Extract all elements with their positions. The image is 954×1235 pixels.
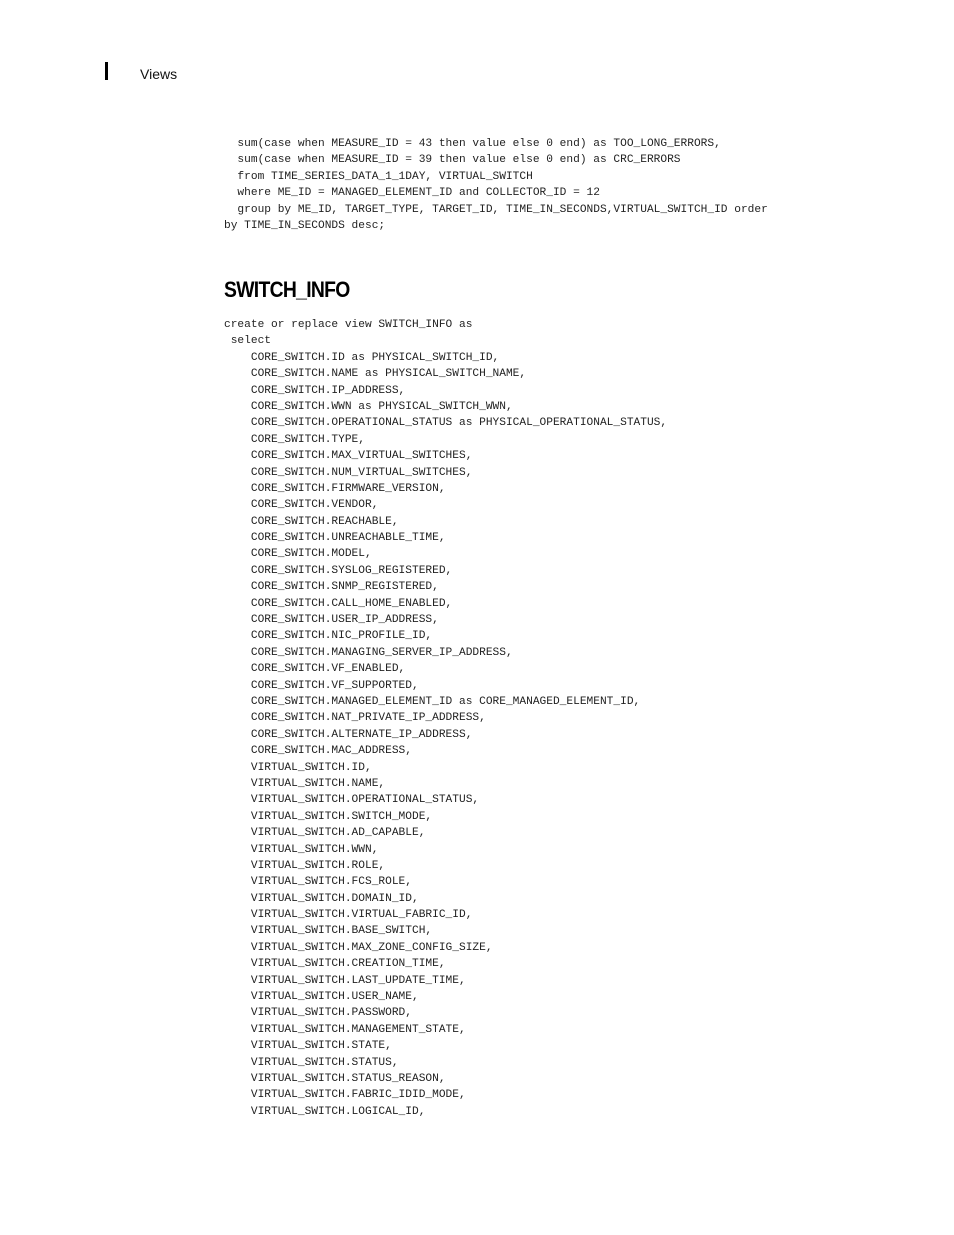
code-line: CORE_SWITCH.FIRMWARE_VERSION, bbox=[224, 482, 446, 495]
code-line: CORE_SWITCH.SYSLOG_REGISTERED, bbox=[224, 564, 453, 577]
code-line: select bbox=[224, 335, 271, 348]
code-line: VIRTUAL_SWITCH.VIRTUAL_FABRIC_ID, bbox=[224, 909, 473, 922]
code-line: create or replace view SWITCH_INFO as bbox=[224, 319, 473, 331]
code-line: by TIME_IN_SECONDS desc; bbox=[224, 219, 386, 232]
code-line: sum(case when MEASURE_ID = 43 then value else 0 end) as TOO_LONG_ERRORS, bbox=[224, 138, 721, 150]
code-line: CORE_SWITCH.MANAGED_ELEMENT_ID as CORE_MANAGED_ELEMENT_ID, bbox=[224, 695, 641, 708]
code-line: VIRTUAL_SWITCH.STATUS, bbox=[224, 1056, 399, 1069]
code-line: VIRTUAL_SWITCH.BASE_SWITCH, bbox=[224, 925, 433, 938]
code-line: CORE_SWITCH.OPERATIONAL_STATUS as PHYSICAL_OPERATIONAL_STATUS, bbox=[224, 417, 668, 430]
code-line: VIRTUAL_SWITCH.MAX_ZONE_CONFIG_SIZE, bbox=[224, 941, 493, 954]
code-line: where ME_ID = MANAGED_ELEMENT_ID and COLLECTOR_ID = 12 bbox=[224, 187, 600, 200]
code-line: CORE_SWITCH.SNMP_REGISTERED, bbox=[224, 581, 439, 594]
code-line: VIRTUAL_SWITCH.FCS_ROLE, bbox=[224, 876, 412, 889]
code-line: CORE_SWITCH.NAT_PRIVATE_IP_ADDRESS, bbox=[224, 712, 486, 725]
code-line: CORE_SWITCH.CALL_HOME_ENABLED, bbox=[224, 597, 453, 610]
code-line: CORE_SWITCH.ALTERNATE_IP_ADDRESS, bbox=[224, 728, 473, 741]
running-header: Views bbox=[140, 66, 178, 82]
code-line: VIRTUAL_SWITCH.CREATION_TIME, bbox=[224, 958, 446, 971]
code-line: CORE_SWITCH.USER_IP_ADDRESS, bbox=[224, 614, 439, 627]
code-line: CORE_SWITCH.MAX_VIRTUAL_SWITCHES, bbox=[224, 450, 473, 463]
code-line: CORE_SWITCH.MAC_ADDRESS, bbox=[224, 745, 412, 758]
code-line: from TIME_SERIES_DATA_1_1DAY, VIRTUAL_SWITCH bbox=[224, 170, 533, 183]
code-line: CORE_SWITCH.NUM_VIRTUAL_SWITCHES, bbox=[224, 466, 473, 479]
code-line: VIRTUAL_SWITCH.USER_NAME, bbox=[224, 991, 419, 1004]
code-line: CORE_SWITCH.ID as PHYSICAL_SWITCH_ID, bbox=[224, 351, 500, 364]
section-heading: SWITCH_INFO bbox=[224, 277, 350, 302]
chapter-marker-bar bbox=[105, 62, 108, 80]
sql-code-block-switch-info bbox=[224, 317, 667, 1120]
code-line: VIRTUAL_SWITCH.ROLE, bbox=[224, 859, 386, 872]
code-line: VIRTUAL_SWITCH.NAME, bbox=[224, 777, 386, 790]
sql-code-block-continuation bbox=[224, 136, 768, 234]
code-line: CORE_SWITCH.VENDOR, bbox=[224, 499, 379, 512]
code-line: CORE_SWITCH.NAME as PHYSICAL_SWITCH_NAME, bbox=[224, 368, 527, 381]
code-line: CORE_SWITCH.MODEL, bbox=[224, 548, 372, 561]
code-line: VIRTUAL_SWITCH.SWITCH_MODE, bbox=[224, 810, 433, 823]
code-line: CORE_SWITCH.TYPE, bbox=[224, 433, 365, 446]
code-line: VIRTUAL_SWITCH.STATUS_REASON, bbox=[224, 1072, 446, 1085]
code-line: CORE_SWITCH.UNREACHABLE_TIME, bbox=[224, 532, 446, 545]
code-line: VIRTUAL_SWITCH.FABRIC_IDID_MODE, bbox=[224, 1089, 466, 1102]
code-line: VIRTUAL_SWITCH.ID, bbox=[224, 761, 372, 774]
code-line: VIRTUAL_SWITCH.PASSWORD, bbox=[224, 1007, 412, 1020]
code-line: VIRTUAL_SWITCH.WWN, bbox=[224, 843, 379, 856]
code-line: VIRTUAL_SWITCH.STATE, bbox=[224, 1040, 392, 1053]
code-line: group by ME_ID, TARGET_TYPE, TARGET_ID, TIME_IN_SECONDS,VIRTUAL_SWITCH_ID order bbox=[224, 203, 768, 216]
code-line: sum(case when MEASURE_ID = 39 then value else 0 end) as CRC_ERRORS bbox=[224, 154, 681, 167]
code-line: CORE_SWITCH.WWN as PHYSICAL_SWITCH_WWN, bbox=[224, 400, 513, 413]
code-line: CORE_SWITCH.VF_SUPPORTED, bbox=[224, 679, 419, 692]
code-line: CORE_SWITCH.MANAGING_SERVER_IP_ADDRESS, bbox=[224, 646, 513, 659]
code-line: VIRTUAL_SWITCH.AD_CAPABLE, bbox=[224, 827, 426, 840]
code-line: VIRTUAL_SWITCH.OPERATIONAL_STATUS, bbox=[224, 794, 480, 807]
code-line: CORE_SWITCH.NIC_PROFILE_ID, bbox=[224, 630, 433, 643]
code-line: CORE_SWITCH.VF_ENABLED, bbox=[224, 663, 406, 676]
code-line: VIRTUAL_SWITCH.MANAGEMENT_STATE, bbox=[224, 1023, 466, 1036]
code-line: CORE_SWITCH.IP_ADDRESS, bbox=[224, 384, 406, 397]
code-line: VIRTUAL_SWITCH.LAST_UPDATE_TIME, bbox=[224, 974, 466, 987]
code-line: CORE_SWITCH.REACHABLE, bbox=[224, 515, 399, 528]
code-line: VIRTUAL_SWITCH.DOMAIN_ID, bbox=[224, 892, 419, 905]
code-line: VIRTUAL_SWITCH.LOGICAL_ID, bbox=[224, 1105, 426, 1118]
